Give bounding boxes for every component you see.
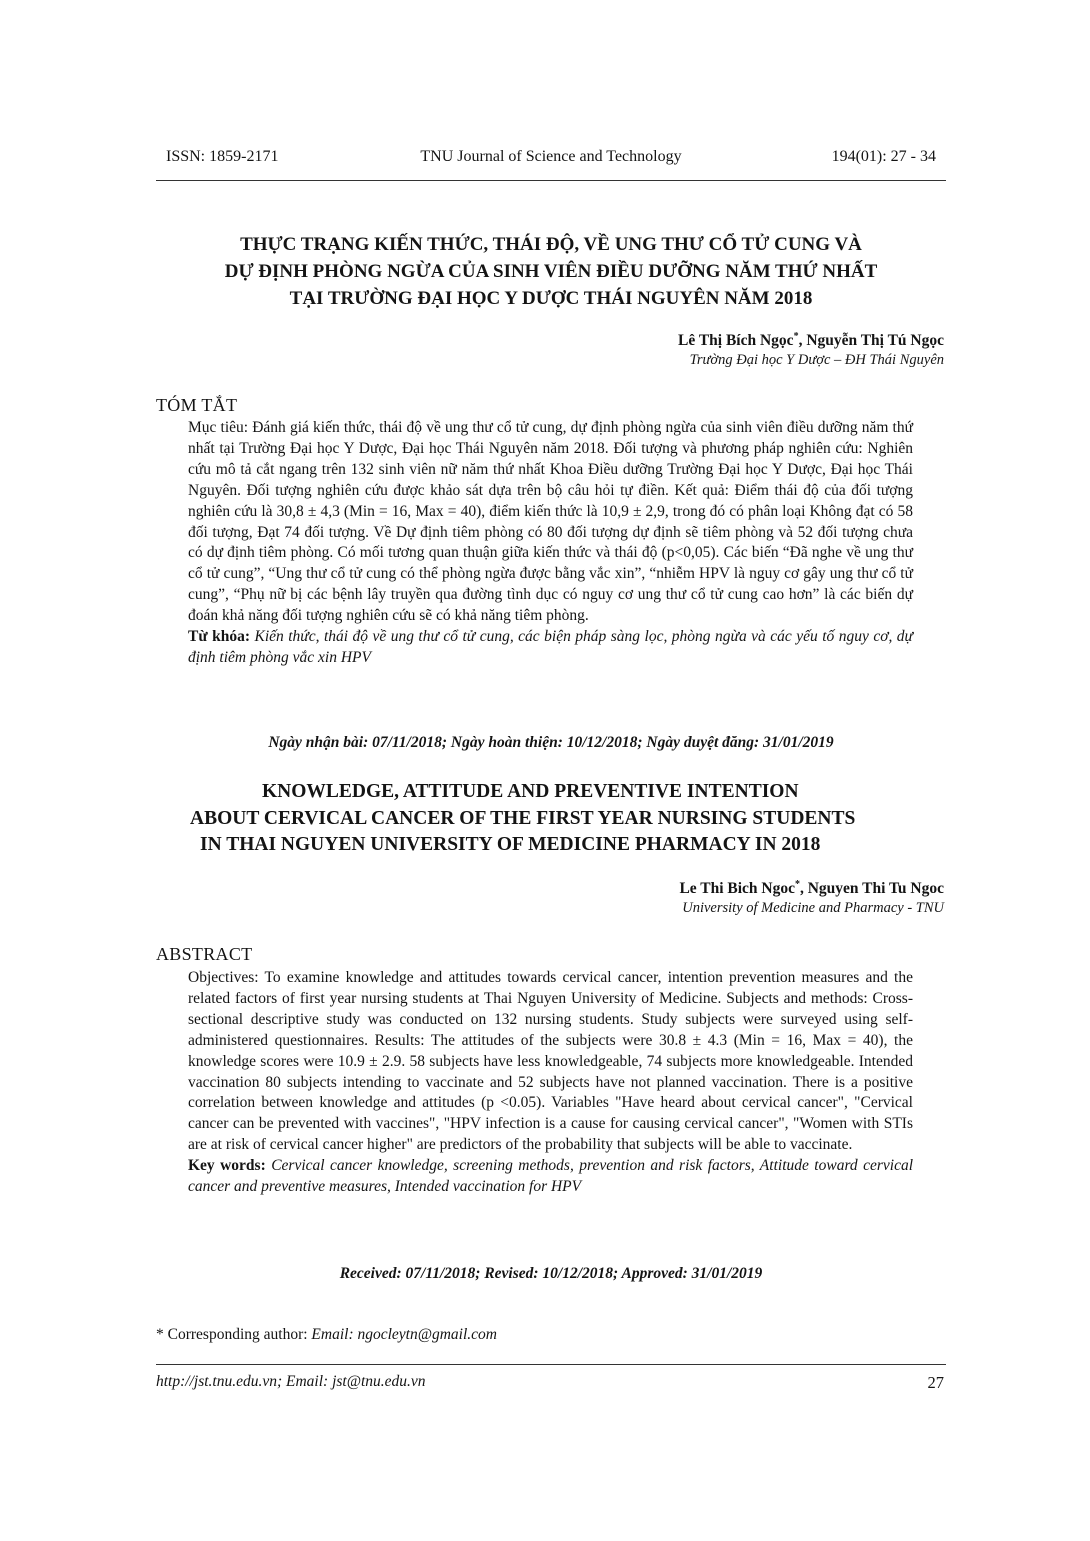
issn: ISSN: 1859-2171: [166, 148, 279, 165]
en-author-1: Le Thi Bich Ngoc: [679, 880, 795, 898]
corresponding-author-note: [156, 1326, 497, 1344]
corresponding-mark: *: [794, 879, 800, 890]
vi-title-line: THỰC TRẠNG KIẾN THỨC, THÁI ĐỘ, VỀ UNG THƯ CỔ TỬ CUNG VÀ: [240, 234, 862, 255]
journal-links: http://jst.tnu.edu.vn; Email: jst@tnu.edu.vn: [156, 1373, 426, 1390]
page-number: 27: [927, 1373, 944, 1392]
en-abstract-text: Objectives: To examine knowledge and attitudes towards cervical cancer, intention prevention measures and the related factors of first year nursing students at Thai Nguyen University of Medicine. Subjects and methods: Cross-sectional descriptive study was conducted on 132 nursing students. Study subjects were surveyed using self-administered questionnaires. Results: The attitudes of the subjects were 30.8 ± 4.3 (Min = 16, Max = 40), the knowledge scores were 10.9 ± 2.9. 58 subjects have less knowledgeable, 74 subjects more knowledgeable. Intended vaccination 80 subjects intending to vaccinate and 52 subjects have not planned vaccination. There is a positive correlation between knowledge and attitudes (p <0.05). Variables "Have heard about cervical cancer", "Cervical cancer can be prevented with vaccines", "HPV infection is a cause for causing cervical cancer", "Women with STIs are at risk of cervical cancer higher" are predictors of the probability that subjects will be able to vaccinate.: [188, 969, 913, 1154]
en-keywords-label: Key words:: [188, 1157, 266, 1175]
en-title-line: KNOWLEDGE, ATTITUDE AND PREVENTIVE INTENTION: [262, 781, 799, 802]
footnote-prefix: * Corresponding author:: [156, 1326, 312, 1343]
vi-title-line: TẠI TRƯỜNG ĐẠI HỌC Y DƯỢC THÁI NGUYÊN NĂM 2018: [289, 288, 813, 309]
en-dates: Received: 07/11/2018; Revised: 10/12/2018; Approved: 31/01/2019: [339, 1265, 763, 1282]
en-keywords: [188, 1156, 913, 1198]
en-author-2: , Nguyen Thi Tu Ngoc: [799, 880, 944, 898]
header-rule: [156, 180, 946, 181]
corresponding-mark: *: [793, 331, 799, 342]
en-affiliation: University of Medicine and Pharmacy - TNU: [682, 900, 944, 917]
en-title-line: ABOUT CERVICAL CANCER OF THE FIRST YEAR NURSING STUDENTS: [190, 807, 856, 829]
en-authors: [679, 879, 944, 917]
vi-dates: Ngày nhận bài: 07/11/2018; Ngày hoàn thiện: 10/12/2018; Ngày duyệt đăng: 31/01/2019: [268, 734, 834, 751]
vi-title-line: DỰ ĐỊNH PHÒNG NGỪA CỦA SINH VIÊN ĐIỀU DƯỠNG NĂM THỨ NHẤT: [224, 261, 878, 282]
vi-author-2: , Nguyễn Thị Tú Ngọc: [798, 332, 944, 350]
vi-keywords-text: Kiến thức, thái độ về ung thư cổ tử cung, các biện pháp sàng lọc, phòng ngừa và các yếu tố nguy cơ, dự định tiêm phòng vắc xin HPV: [188, 628, 914, 666]
corresponding-email: Email: ngocleytn@gmail.com: [311, 1326, 497, 1343]
vi-author-1: Lê Thị Bích Ngọc: [678, 332, 794, 350]
en-abstract-heading: ABSTRACT: [156, 944, 253, 964]
en-author-names: [679, 879, 944, 898]
volume-pages: 194(01): 27 - 34: [831, 148, 936, 165]
footer-rule: [156, 1364, 946, 1365]
journal-name: TNU Journal of Science and Technology: [420, 148, 682, 165]
en-abstract-body: [188, 968, 913, 1198]
vi-abstract-text: Mục tiêu: Đánh giá kiến thức, thái độ về ung thư cổ tử cung, dự định phòng ngừa của sinh viên điều dưỡng năm thứ nhất tại Trường Đại học Y Dược, Đại học Thái Nguyên năm 2018. Đối tượng và phương pháp nghiên cứu: Nghiên cứu mô tả cắt ngang trên 132 sinh viên nữ năm thứ nhất Khoa Điều dưỡng Trường Đại học Y Dược, Đại học Thái Nguyên. Đối tượng nghiên cứu được khảo sát dựa trên bộ câu hỏi tự điền. Kết quả: Điểm thái độ của đối tượng nghiên cứu là 30,8 ± 4,3 (Min = 16, Max = 40), điểm kiến thức là 10,9 ± 2,9, trong đó có phân loại Không đạt có 58 đối tượng, Đạt 74 đối tượng. Về Dự định tiêm phòng có 80 đối tượng dự định sẽ tiêm phòng và 52 đối tượng chưa có dự định tiêm phòng. Có mối tương quan thuận giữa kiến thức và thái độ (p<0,05). Các biến “Đã nghe về ung thư cổ tử cung”, “Ung thư cổ tử cung có thể phòng ngừa được bằng vắc xin”, “nhiễm HPV là nguy cơ gây ung thư cổ tử cung”, “Phụ nữ bị các bệnh lây truyền qua đường tình dục có nguy cơ ung thư cổ tử cung cao hơn” là các biến dự đoán khả năng đối tượng nghiên cứu sẽ có khả năng tiêm phòng.: [188, 419, 913, 625]
en-title-line: IN THAI NGUYEN UNIVERSITY OF MEDICINE PHARMACY IN 2018: [200, 834, 821, 855]
vi-title: [156, 231, 946, 312]
vi-abstract-body: [188, 418, 913, 669]
vi-affiliation: Trường Đại học Y Dược – ĐH Thái Nguyên: [689, 352, 944, 369]
running-header: [156, 148, 946, 170]
vi-keywords-label: Từ khóa:: [188, 628, 251, 646]
vi-author-names: [678, 331, 944, 350]
en-title: [156, 779, 946, 859]
vi-authors: [678, 331, 944, 369]
vi-abstract-heading: TÓM TẮT: [156, 395, 238, 415]
en-keywords-text: Cervical cancer knowledge, screening methods, prevention and risk factors, Attitude toward cervical cancer and preventive measures, Intended vaccination for HPV: [188, 1157, 914, 1196]
vi-keywords: [188, 627, 913, 669]
